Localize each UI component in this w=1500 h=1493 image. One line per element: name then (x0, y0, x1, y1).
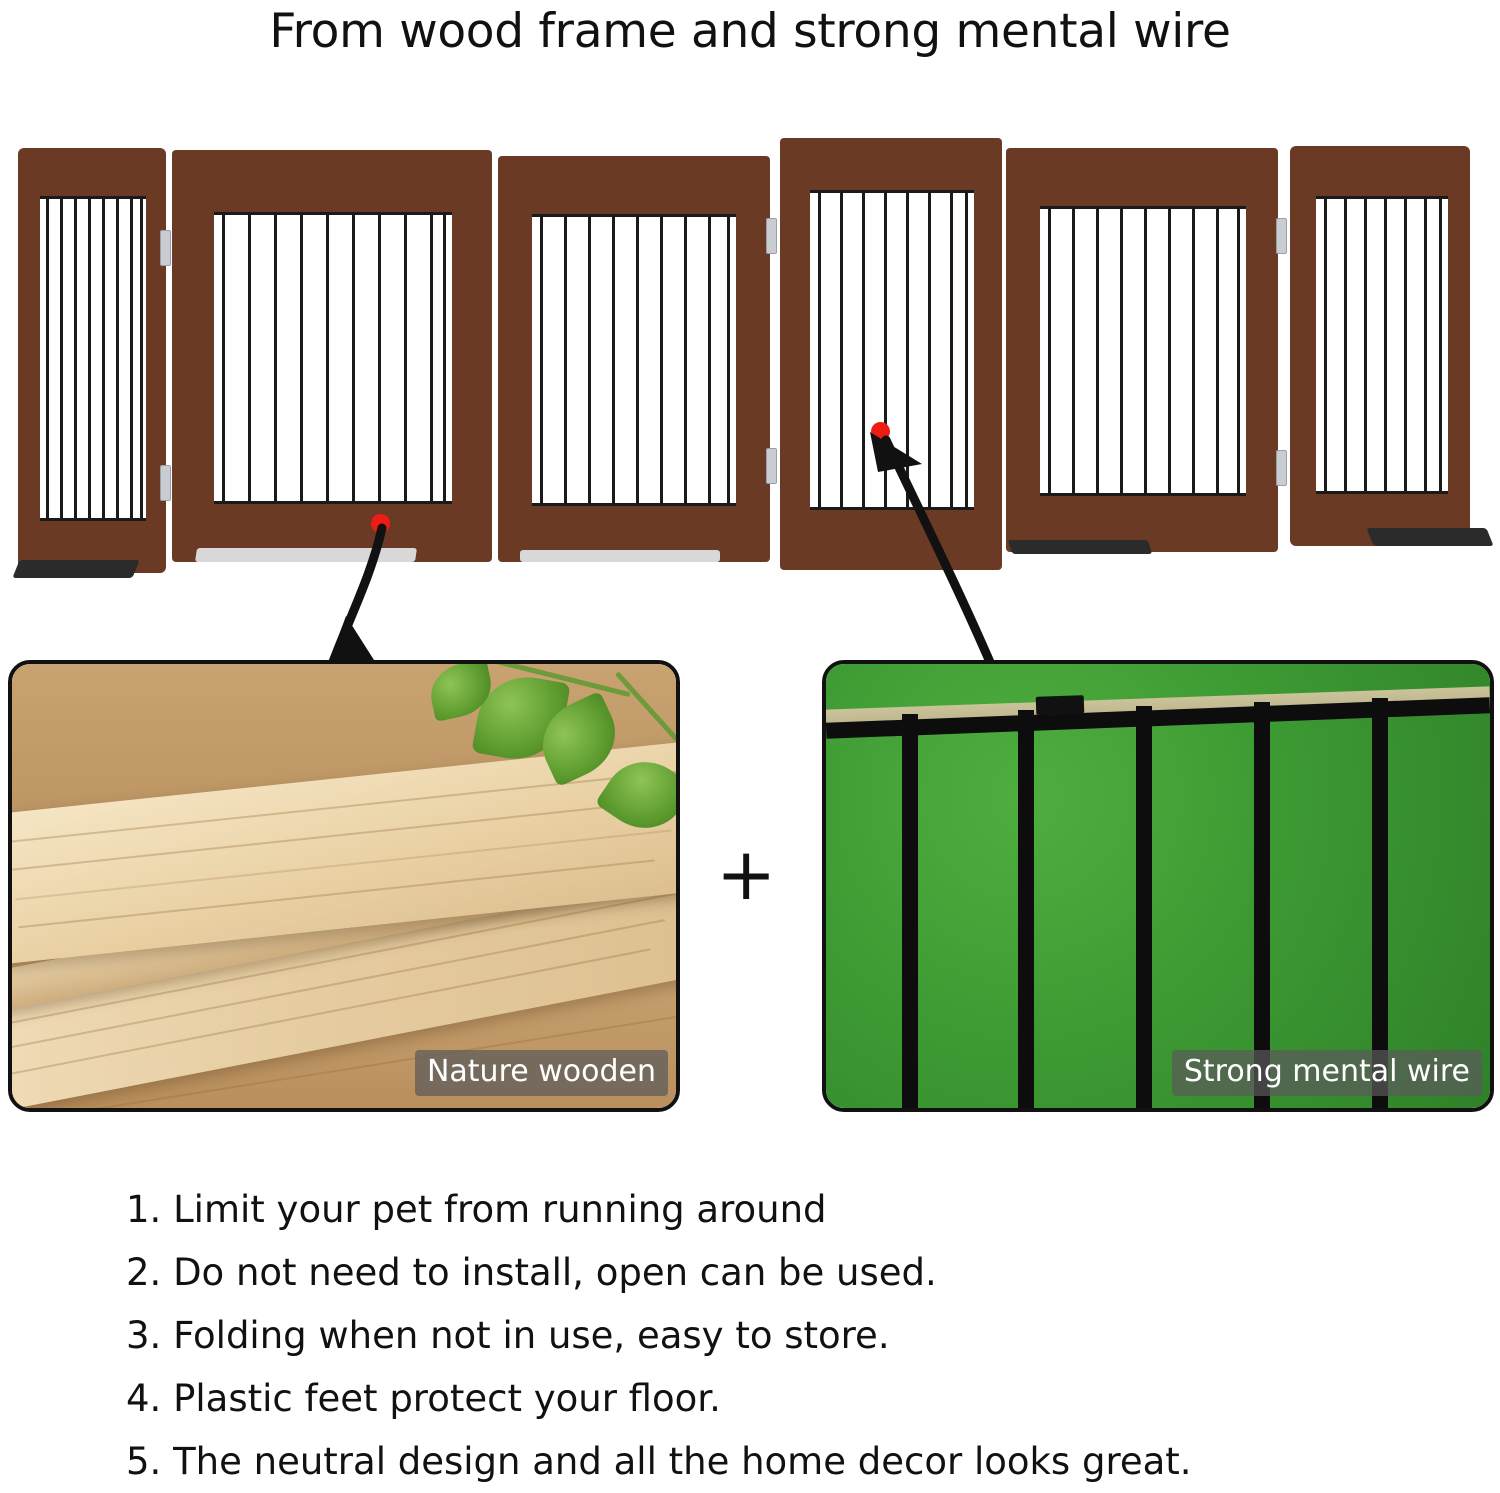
wire-bar (1018, 710, 1034, 1108)
plus-symbol: + (716, 832, 777, 916)
list-item: 5. The neutral design and all the home decor looks great. (126, 1440, 1192, 1483)
wire-bar (1254, 702, 1270, 1108)
gate-panel-1 (18, 148, 166, 573)
gate-panel-6 (1290, 146, 1470, 546)
gate-foot-6 (1366, 528, 1493, 546)
list-item: 3. Folding when not in use, easy to store. (126, 1314, 890, 1357)
gate-foot-2 (195, 548, 417, 562)
page-title: From wood frame and strong mental wire (269, 4, 1231, 59)
gate-panel-5 (1006, 148, 1278, 552)
hinge-6 (1276, 450, 1287, 486)
detail-card-wood (8, 660, 680, 1112)
list-item: 2. Do not need to install, open can be used. (126, 1251, 937, 1294)
gate-foot-1 (12, 560, 139, 578)
wire-rail-cap (1036, 695, 1085, 715)
wire-bar (1372, 698, 1388, 1108)
wood-card-caption: Nature wooden (415, 1050, 668, 1096)
product-image (0, 110, 1500, 610)
hinge-2 (160, 465, 171, 501)
gate-panel-4 (780, 138, 1002, 570)
wire-card-caption: Strong mental wire (1172, 1050, 1482, 1096)
gate-foot-5 (1008, 540, 1153, 554)
gate-panel-2 (172, 150, 492, 562)
gate-panel-3 (498, 156, 770, 562)
list-item: 1. Limit your pet from running around (126, 1188, 827, 1231)
wood-frame-marker (371, 514, 390, 533)
hinge-3 (766, 218, 777, 254)
gate-foot-3 (520, 550, 720, 562)
metal-wire-marker (871, 422, 890, 441)
hinge-1 (160, 230, 171, 266)
detail-card-wire (822, 660, 1494, 1112)
feature-list (126, 1178, 1466, 1493)
wire-bar (902, 714, 918, 1108)
hinge-4 (766, 448, 777, 484)
wire-bar (1136, 706, 1152, 1108)
hinge-5 (1276, 218, 1287, 254)
list-item: 4. Plastic feet protect your floor. (126, 1377, 721, 1420)
